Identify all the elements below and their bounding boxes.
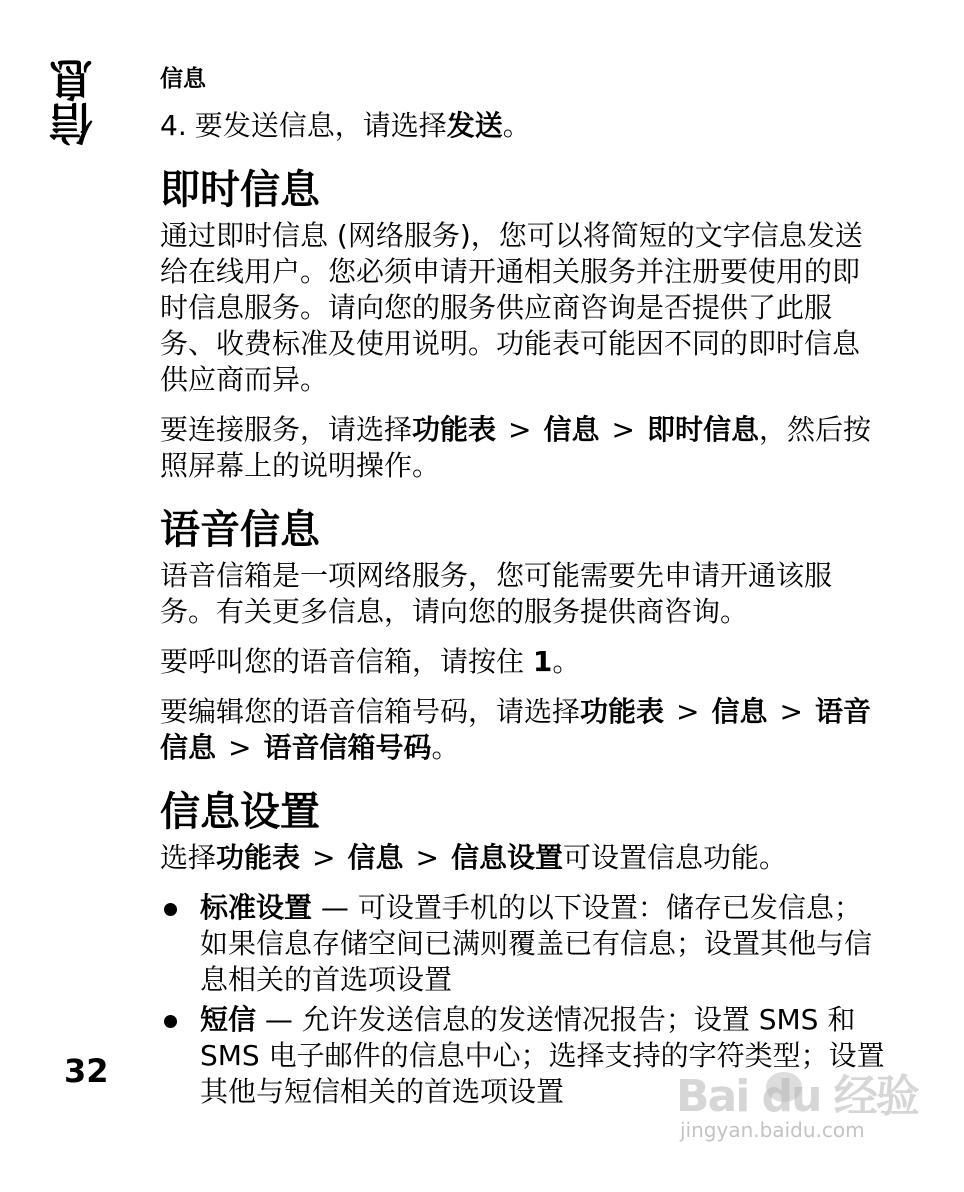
path-separator: > bbox=[779, 695, 803, 728]
menu-path-item: 信息 bbox=[711, 695, 768, 728]
list-item: 标准设置 — 可设置手机的以下设置：储存已发信息；如果信息存储空间已满则覆盖已有信息；设置其他与信息相关的首选项设置 bbox=[160, 890, 886, 998]
running-header: 信息 bbox=[160, 66, 206, 92]
path-separator: > bbox=[508, 413, 532, 446]
watermark-url: jingyan.baidu.com bbox=[680, 1118, 865, 1142]
settings-paragraph-1: 选择功能表 > 信息 > 信息设置可设置信息功能。 bbox=[160, 841, 788, 874]
menu-path-item: 即时信息 bbox=[646, 413, 759, 446]
path-separator: > bbox=[228, 731, 252, 764]
step-number: 4. bbox=[160, 109, 187, 142]
page-content bbox=[160, 108, 886, 1114]
key-label: 1 bbox=[532, 645, 553, 678]
bullet-icon bbox=[164, 903, 177, 916]
menu-path-item: 信息 bbox=[543, 413, 600, 446]
voice-paragraph-1: 语音信箱是一项网络服务，您可能需要先申请开通该服务。有关更多信息，请向您的服务提供商咨询。 bbox=[160, 559, 833, 628]
settings-list bbox=[160, 890, 886, 1110]
list-item: 短信 — 允许发送信息的发送情况报告；设置 SMS 和 SMS 电子邮件的信息中心；选择支持的字符类型；设置其他与短信相关的首选项设置 bbox=[160, 1002, 886, 1110]
path-separator: > bbox=[676, 695, 700, 728]
watermark-logo: Bai du 经验 bbox=[676, 1071, 918, 1122]
menu-path-item: 功能表 bbox=[412, 413, 497, 446]
path-separator: > bbox=[611, 413, 635, 446]
menu-path-item: 信息设置 bbox=[450, 841, 563, 874]
page-number: 32 bbox=[64, 1052, 109, 1090]
voice-paragraph-2: 要呼叫您的语音信箱，请按住 1。 bbox=[160, 645, 581, 678]
section-heading-im: 即时信息 bbox=[160, 167, 320, 213]
list-item-text: 可设置手机的以下设置：储存已发信息；如果信息存储空间已满则覆盖已有信息；设置其他与信息相关的首选项设置 bbox=[200, 891, 873, 996]
section-heading-voice: 语音信息 bbox=[160, 507, 320, 553]
im-paragraph-1: 通过即时信息 (网络服务)，您可以将简短的文字信息发送给在线用户。您必须申请开通相关服务并注册要使用的即时信息服务。请向您的服务供应商咨询是否提供了此服务、收费标准及使用说明。功能表可能因不同的即时信息供应商而异。 bbox=[160, 219, 863, 396]
list-item-title: 短信 bbox=[200, 1003, 257, 1036]
voice-paragraph-3: 要编辑您的语音信箱号码，请选择功能表 > 信息 > 语音信息 > 语音信箱号码。 bbox=[160, 695, 871, 764]
menu-path-item: 语音信箱号码 bbox=[263, 731, 432, 764]
menu-path-item: 功能表 bbox=[216, 841, 301, 874]
side-tab-label: 信息 bbox=[50, 58, 101, 146]
im-paragraph-2: 要连接服务，请选择功能表 > 信息 > 即时信息，然后按照屏幕上的说明操作。 bbox=[160, 413, 872, 482]
menu-path-item: 信息 bbox=[347, 841, 404, 874]
list-item-title: 标准设置 bbox=[200, 891, 313, 924]
menu-path-item: 功能表 bbox=[580, 695, 665, 728]
menu-path-item: 语音信息 bbox=[160, 695, 871, 764]
list-item-text: 允许发送信息的发送情况报告；设置 SMS 和 SMS 电子邮件的信息中心；选择支持的字符类型；设置其他与短信相关的首选项设置 bbox=[200, 1003, 885, 1108]
send-label: 发送 bbox=[446, 109, 503, 142]
step-4: 4. 要发送信息，请选择发送。 bbox=[160, 109, 531, 142]
bullet-icon bbox=[164, 1015, 177, 1028]
section-heading-settings: 信息设置 bbox=[160, 789, 320, 835]
path-separator: > bbox=[312, 841, 336, 874]
path-separator: > bbox=[415, 841, 439, 874]
